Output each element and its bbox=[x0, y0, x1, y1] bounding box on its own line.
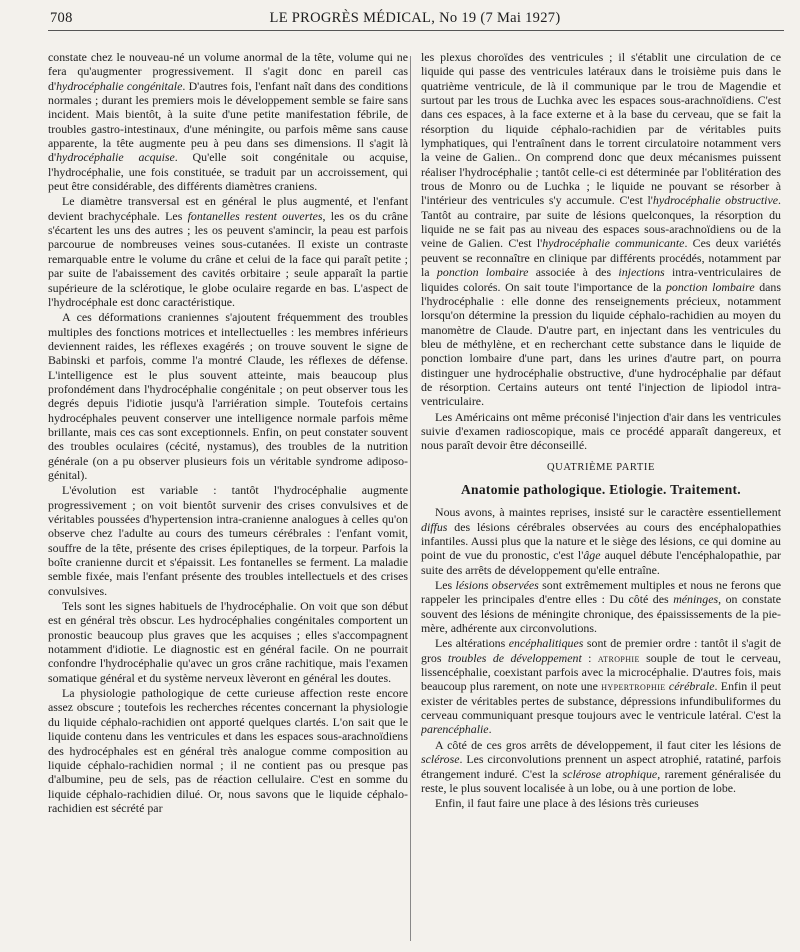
running-title: LE PROGRÈS MÉDICAL, No 19 (7 Mai 1927) bbox=[269, 10, 561, 26]
section-title: Anatomie pathologique. Etiologie. Traitement. bbox=[461, 481, 741, 497]
paragraph: Les altérations encéphalitiques sont de premier ordre : tantôt il s'agit de gros troubles de développement : atrophie souple de tout le cerveau, lissencéphalie, coexistant parfois avec la microcéphalie. D'autres fois, mais beaucoup plus rarement, on note une hypertrophie cérébrale. Enfin il peut exister de véritables pertes de substance, dépressions infundibuliformes du cerveau communiquant presque toujours avec le ventricule latéral. C'est la parencéphalie. bbox=[421, 636, 781, 737]
paragraph: Tels sont les signes habituels de l'hydrocéphalie. On voit que son début est en général très obscur. Les hydrocéphalies congénitales comportent un pronostic beaucoup plus graves que les acquises ; elles s'accompagnent notamment d'idiotie. Le diagnostic est en général facile. On ne pourrait confondre l'hydrocéphalie qu'avec un gros crâne rachitique, mais l'examen somatique général et du système nerveux lèveront en général les doutes. bbox=[48, 599, 408, 685]
paragraph: Le diamètre transversal est en général le plus augmenté, et l'enfant devient brachycéphale. Les fontanelles restent ouvertes, les os du crâne s'écartent les uns des autres ; les os peuvent s'amincir, la peau est parfois parcourue de nombreuses veines sous-cutanées. Il existe un contraste remarquable entre le volume du crâne et celui de la face qui paraît petite ; par suite de l'abaissement des cavités orbitaire ; seule apparaît la partie supérieure de la sclérotique, le globe oculaire regarde en bas. L'aspect de l'hydrocéphale est donc caractéristique. bbox=[48, 194, 408, 309]
paragraph: Les lésions observées sont extrêmement multiples et nous ne ferons que rappeler les principales d'entre elles : Du côté des méninges, on constate souvent des lésions de méningite chronique, des épaississements de la pie-mère, adhérente aux circonvolutions. bbox=[421, 578, 781, 636]
column-divider bbox=[410, 56, 411, 941]
paragraph: L'évolution est variable : tantôt l'hydrocéphalie augmente progressivement ; on voit bientôt survenir des crises convulsives et de véritables poussées d'hypertension intra-cranienne analogues à celles qu'on observe chez l'adulte au cours des tumeurs cérébrales : l'enfant vomit, souffre de la tête, présente des crises épileptiques, de la torpeur. Parfois la boîte cranienne durcit et s'épaissit. Les fontanelles se ferment. La maladie semble fixée, mais l'enfant présente des troubles intellectuels et des crises convulsives. bbox=[48, 483, 408, 598]
paragraph: La physiologie pathologique de cette curieuse affection reste encore assez obscure ; toutefois les recherches récentes concernant la physiologie du liquide céphalo-rachidien ont apporté quelques clartés. L'on sait que le liquide contenu dans les ventricules et dans les espaces sous-arachnoïdiens des hydrocéphales est en général très analogue comme composition au liquide céphalo-rachidien normal ; il ne contient pas ou presque pas d'albumine, peu de sels, pas de réaction cellulaire. C'est en somme du liquide céphalo-rachidien dilué. Or, nous savons que le liquide céphalo-rachidien est sécrété par bbox=[48, 686, 408, 815]
page-header bbox=[50, 8, 780, 28]
right-column bbox=[421, 50, 781, 945]
paragraph: les plexus choroïdes des ventricules ; il s'établit une circulation de ce liquide qui passe des ventricules latéraux dans le troisième puis dans le quatrième ventricule, de là il communique par le trou de Magendie et surtout par les trous de Luchka avec les espaces sous-arachnoïdiens. C'est dans ces espaces, à la face externe et à la base du cerveau, que se fait la résorption du liquide céphalo-rachidien par de véritables puits lymphatiques, qui l'entraînent dans le torrent circulatoire notamment vers la veine de Galien.. On comprend donc que deux mécanismes puissent réaliser l'hydrocéphalie ; tantôt celle-ci est déterminée par l'oblitération des trous de Monro ou de Luchka ; le liquide ne pouvant se résorber à l'intérieur des ventricules s'y accumule. C'est l'hydrocéphalie obstructive. Tantôt au contraire, par suite de lésions quelconques, la résorption du liquide ne se fait pas au niveau des espaces sous-arachnoïdiens ou de la veine de Galien. C'est l'hydrocéphalie communicante. Ces deux variétés peuvent se reconnaître en clinique par différents procédés, notamment par la ponction lombaire associée à des injections intra-ventriculaires de liquides colorés. On sait toute l'importance de la ponction lombaire dans l'hydrocéphalie : elle donne des renseignements précieux, notamment lorsqu'on détermine la pression du liquide céphalo-rachidien au moyen du manomètre de Claude. D'autre part, en injectant dans les ventricules du bleu de méthylène, et en recherchant cette substance dans le liquide de ponction lombaire d'une part, dans les urines d'autre part, on pourra distinguer une hydrocéphalie obstructive, d'une hydrocéphalie par défaut de résorption. Certains auteurs ont tenté l'injection de lipiodol intra-ventriculaire. bbox=[421, 50, 781, 409]
paragraph: Les Américains ont même préconisé l'injection d'air dans les ventricules suivie d'examen radioscopique, mais ce procédé apparaît dangereux, et nous paraît devoir être déconseillé. bbox=[421, 409, 781, 453]
left-column bbox=[48, 50, 408, 945]
paragraph: constate chez le nouveau-né un volume anormal de la tête, volume qui ne fera qu'augmenter progressivement. Il s'agit donc en pareil cas d'hydrocéphalie congénitale. D'autres fois, l'enfant naît dans des conditions normales ; durant les premiers mois le développement semble se faire sans incident. Mais bientôt, à la suite d'une petite manifestation fébrile, de troubles gastro-intestinaux, d'une méningite, ou parfois même sans cause apparente, la tête augmente peu à peu dans ses dimensions. Il s'agit là d'hydrocéphalie acquise. Qu'elle soit congénitale ou acquise, l'hydrocéphalie, une fois constituée, se traduit par un accroissement, qui peut être considérable, des différents diamètres craniens. bbox=[48, 50, 408, 194]
paragraph: Nous avons, à maintes reprises, insisté sur le caractère essentiellement diffus des lésions cérébrales observées au cours des encéphalopathies infantiles. Aussi plus que la nature et le siège des lésions, ce qui domine au point de vue du pronostic, c'est l'âge auquel débute l'encéphalopathie, par suite des arrêts de développement qu'elle entraîne. bbox=[421, 505, 781, 577]
part-title: QUATRIÈME PARTIE bbox=[546, 461, 656, 473]
header-rule bbox=[48, 30, 784, 31]
paragraph: A ces déformations craniennes s'ajoutent fréquemment des troubles multiples des fonctions motrices et intellectuelles : les membres inférieurs deviennent raides, les réflexes exagérés ; on trouve souvent le signe de Babinski et parfois, comme l'a montré Claude, les réflexes de défense. L'intelligence est le plus souvent atteinte, mais beaucoup plus profondément dans l'hydrocéphalie congénitale ; on peut observer tous les degrés depuis l'idiotie jusqu'à l'arriération simple. Toutefois certains hydrocéphales peuvent conserver une intelligence normale parfois même brillante, mais ces cas sont exceptionnels. Enfin, on peut constater souvent des troubles oculaires (cécité, nystamus), des troubles de la nutrition générale (on a pu observer plusieurs fois un véritable syndrome adiposo-génital). bbox=[48, 310, 408, 482]
page-number: 708 bbox=[50, 10, 73, 26]
paragraph: A côté de ces gros arrêts de développement, il faut citer les lésions de sclérose. Les circonvolutions prennent un aspect atrophié, ratatiné, parfois étrangement induré. C'est la sclérose atrophique, rarement généralisée du reste, le plus souvent localisée à un lobe, ou à une portion de lobe. bbox=[421, 737, 781, 795]
paragraph: Enfin, il faut faire une place à des lésions très curieuses bbox=[435, 796, 699, 811]
